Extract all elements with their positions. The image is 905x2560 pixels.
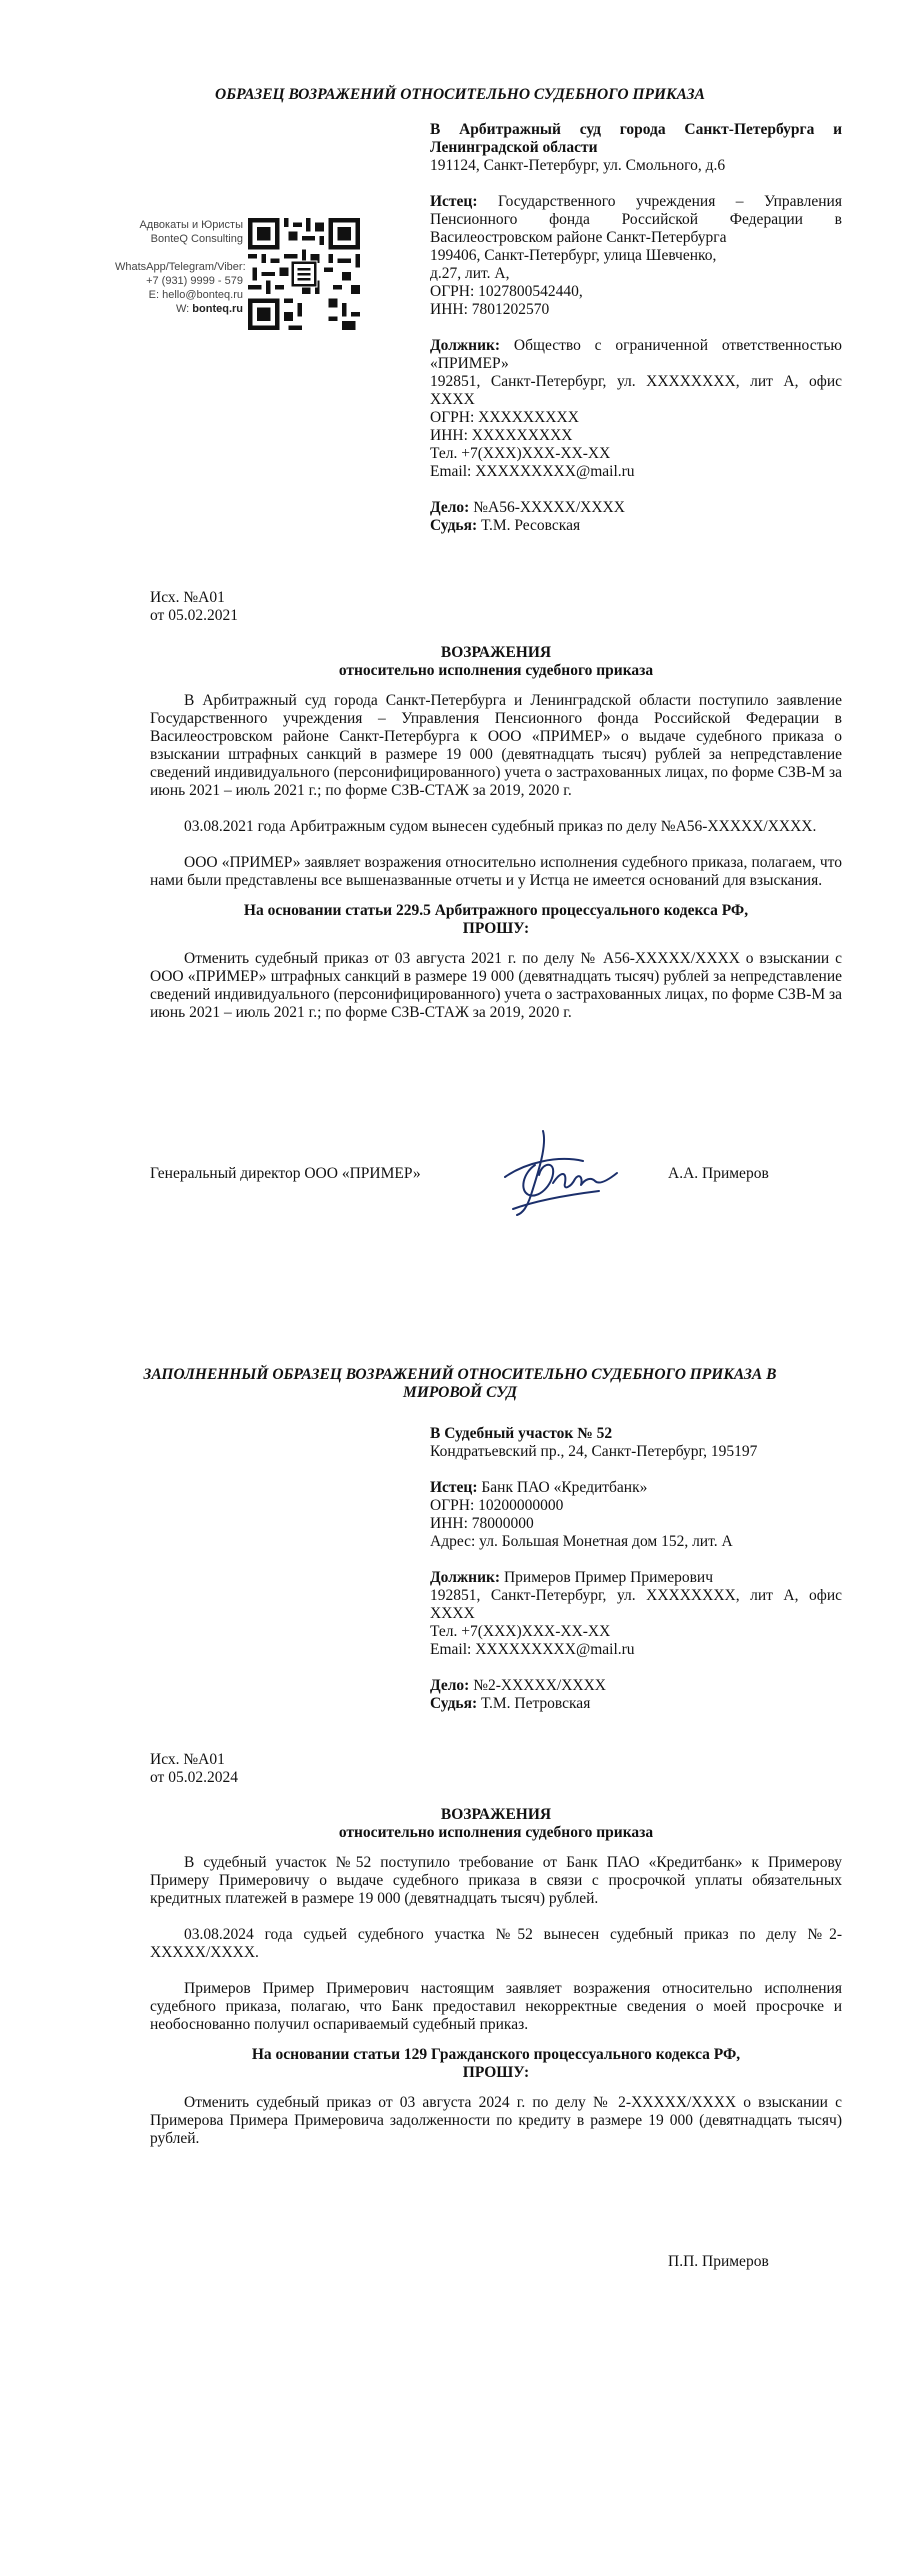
contact-line: Адвокаты и Юристы (139, 219, 243, 231)
paragraph: 03.08.2021 года Арбитражным судом вынесен судебный приказ по делу №А56-XXXXX/XXXX. (184, 818, 817, 835)
debtor: Должник: Общество с ограниченной ответственностью «ПРИМЕР» (430, 337, 842, 372)
doc-subheading: относительно исполнения судебного приказа (338, 1824, 654, 1841)
signature-icon (495, 1125, 630, 1220)
plaintiff-inn: ИНН: 7801202570 (430, 301, 550, 318)
debtor-email: Email: XXXXXXXXX@mail.ru (430, 1641, 635, 1658)
paragraph: ООО «ПРИМЕР» заявляет возражения относительно исполнения судебного приказа, полагаем, что нами были представлены все вышеназванные отчеты и у Истца не имеется оснований для взыскания. (150, 854, 842, 889)
plaintiff-address: 199406, Санкт-Петербург, улица Шевченко, (430, 247, 717, 264)
contact-email[interactable]: E: hello@bonteq.ru (148, 289, 243, 301)
contact-line: BonteQ Consulting (150, 233, 243, 245)
debtor-ogrn: ОГРН: XXXXXXXXX (430, 409, 579, 426)
paragraph: В Арбитражный суд города Санкт-Петербурга и Ленинградской области поступило заявление Государственного учреждения – Управления Пенсионного фонда Российской Федерации в Василеостровском районе Санкт-Петербурга к ООО «ПРИМЕР» о выдаче судебного приказа о взыскании штрафных санкций в размере 19 000 (девятнадцать тысяч) рублей за непредставление сведений индивидуального (персонифицированного) учета о застрахованных лицах, по форме СЗВ-М за июнь 2021 – июль 2021 г.; по форме СЗВ-СТАЖ за 2019, 2020 г. (150, 692, 842, 799)
doc-heading: ВОЗРАЖЕНИЯ (440, 1806, 552, 1823)
doc2-body (150, 1806, 842, 2166)
contact-block (115, 218, 246, 316)
ref-number: Исх. №А01 (150, 1751, 225, 1768)
ref-date: от 05.02.2024 (150, 1769, 238, 1786)
ref-number: Исх. №А01 (150, 589, 225, 606)
doc1-title: ОБРАЗЕЦ ВОЗРАЖЕНИЙ ОТНОСИТЕЛЬНО СУДЕБНОГО ПРИКАЗА (215, 86, 705, 103)
plaintiff: Истец: Государственного учреждения – Управления Пенсионного фонда Российской Федерации в Василеостровском районе Санкт-Петербурга (430, 193, 842, 246)
case-number: Дело: №2-XXXXX/XXXX (430, 1677, 606, 1694)
signer-position: Генеральный директор ООО «ПРИМЕР» (150, 1165, 421, 1182)
request-label: ПРОШУ: (462, 920, 530, 937)
plaintiff-ogrn: ОГРН: 1027800542440, (430, 283, 583, 300)
paragraph: 03.08.2024 года судьей судебного участка №52 вынесен судебный приказ по делу №2-XXXXX/XXXX. (150, 1926, 842, 1961)
paragraph: Примеров Пример Примерович настоящим заявляет возражения относительно исполнения судебного приказа, полагаю, что Банк предоставил некорректные сведения о моей просрочке и необоснованно получил оспариваемый судебный приказ. (150, 1980, 842, 2033)
debtor-inn: ИНН: XXXXXXXXX (430, 427, 573, 444)
doc2-reference (150, 1751, 238, 1787)
contact-phone[interactable]: +7 (931) 9999 - 579 (146, 275, 243, 287)
ref-date: от 05.02.2021 (150, 607, 238, 624)
judge: Судья: Т.М. Ресовская (430, 517, 581, 534)
request-label: ПРОШУ: (462, 2064, 530, 2081)
signer-name: П.П. Примеров (668, 2253, 769, 2270)
debtor-address: 192851, Санкт-Петербург, ул. XXXXXXXX, лит А, офис XXXX (430, 373, 842, 408)
paragraph: Отменить судебный приказ от 03 августа 2021 г. по делу № А56-XXXXX/XXXX о взыскании с ООО «ПРИМЕР» штрафных санкций в размере 19 000 (девятнадцать тысяч) рублей за непредставление сведений индивидуального (персонифицированного) учета о застрахованных лицах, по форме СЗВ-М за июнь 2021 – июль 2021 г.; по форме СЗВ-СТАЖ за 2019, 2020 г. (150, 950, 842, 1021)
case-number: Дело: №А56-XXXXX/XXXX (430, 499, 625, 516)
doc-subheading: относительно исполнения судебного приказа (338, 662, 654, 679)
plaintiff-ogrn: ОГРН: 10200000000 (430, 1497, 564, 1514)
doc1-addressee-block (430, 121, 842, 535)
doc-heading: ВОЗРАЖЕНИЯ (440, 644, 552, 661)
legal-basis: На основании статьи 129 Гражданского процессуального кодекса РФ, (251, 2046, 741, 2063)
court-address: 191124, Санкт-Петербург, ул. Смольного, д.6 (430, 157, 726, 174)
debtor: Должник: Примеров Пример Примерович (430, 1569, 713, 1586)
signer-name: А.А. Примеров (668, 1165, 769, 1182)
plaintiff-address: Адрес: ул. Большая Монетная дом 152, лит. А (430, 1533, 733, 1550)
contact-website[interactable]: W: bonteq.ru (175, 303, 243, 315)
paragraph: В судебный участок №52 поступило требование от Банк ПАО «Кредитбанк» к Примерову Примеру Примеровичу о выдаче судебного приказа в связи с просрочкой уплаты обязательных кредитных платежей в размере 19 000 (девятнадцать тысяч) рублей. (150, 1854, 842, 1907)
doc2-title: ЗАПОЛНЕННЫЙ ОБРАЗЕЦ ВОЗРАЖЕНИЙ ОТНОСИТЕЛЬНО СУДЕБНОГО ПРИКАЗА В МИРОВОЙ СУД (143, 1366, 777, 1401)
doc1-body (150, 644, 842, 1040)
doc1-reference (150, 589, 238, 625)
court-address: Кондратьевский пр., 24, Санкт-Петербург, 195197 (430, 1443, 758, 1460)
paragraph: Отменить судебный приказ от 03 августа 2024 г. по делу № 2-XXXXX/XXXX о взыскании с Примерова Примера Примеровича задолженности по кредиту в размере 19 000 (девятнадцать тысяч) рублей. (150, 2094, 842, 2147)
debtor-address: 192851, Санкт-Петербург, ул. XXXXXXXX, лит А, офис XXXX (430, 1587, 842, 1622)
legal-basis: На основании статьи 229.5 Арбитражного процессуального кодекса РФ, (243, 902, 749, 919)
plaintiff-address: д.27, лит. А, (430, 265, 510, 282)
debtor-email: Email: XXXXXXXXX@mail.ru (430, 463, 635, 480)
plaintiff-inn: ИНН: 78000000 (430, 1515, 534, 1532)
debtor-phone: Тел. +7(XXX)XXX-XX-XX (430, 445, 611, 462)
contact-line: WhatsApp/Telegram/Viber: (115, 261, 246, 273)
debtor-phone: Тел. +7(XXX)XXX-XX-XX (430, 1623, 611, 1640)
court-name: В Арбитражный суд города Санкт-Петербурга и Ленинградской области (430, 121, 842, 156)
doc2-addressee-block (430, 1425, 842, 1713)
plaintiff: Истец: Банк ПАО «Кредитбанк» (430, 1479, 648, 1496)
qr-code-icon (248, 218, 360, 330)
court-name: В Судебный участок № 52 (430, 1425, 613, 1442)
judge: Судья: Т.М. Петровская (430, 1695, 591, 1712)
